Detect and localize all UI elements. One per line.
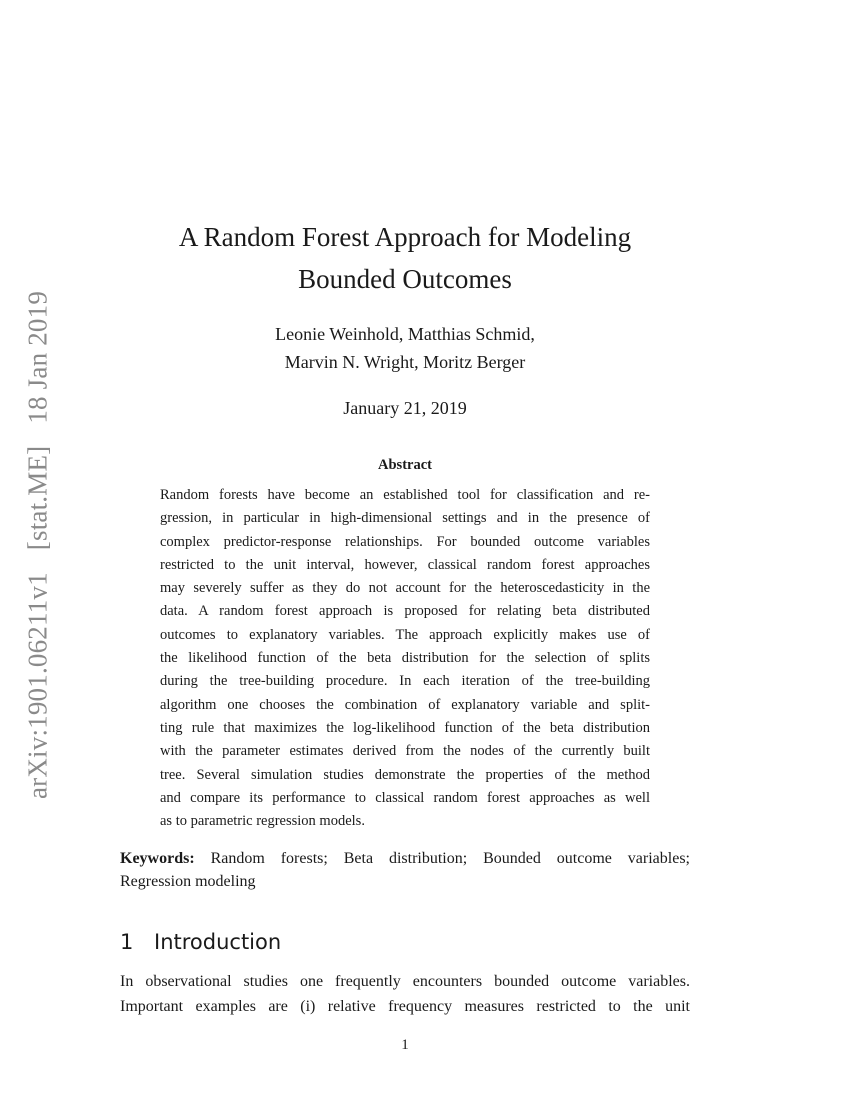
abstract-line: Random forests have become an established tool for classification and re- — [160, 487, 650, 503]
author-line: Leonie Weinhold, Matthias Schmid, — [275, 324, 535, 344]
keywords-block — [120, 847, 690, 893]
body-line: Important examples are (i) relative frequency measures restricted to the unit — [120, 998, 690, 1015]
paper-title — [120, 216, 690, 300]
abstract-line: tree. Several simulation studies demonstrate the properties of the method — [160, 766, 650, 783]
keywords-line: Regression modeling — [120, 873, 256, 890]
abstract-line: may severely suffer as they do not account for the heteroscedasticity in the — [160, 580, 650, 597]
author-list — [120, 320, 690, 376]
page-number: 1 — [401, 1037, 409, 1053]
arxiv-id: arXiv:1901.06211v1 — [22, 572, 53, 800]
keywords-text: Random forests; Beta distribution; Bounded outcome variables; — [210, 850, 690, 867]
author-line: Marvin N. Wright, Moritz Berger — [284, 352, 526, 372]
abstract-line: as to parametric regression models. — [160, 813, 365, 830]
abstract-line: the likelihood function of the beta distribution for the selection of splits — [160, 650, 650, 667]
arxiv-date: 18 Jan 2019 — [22, 290, 53, 424]
title-line: A Random Forest Approach for Modeling — [178, 222, 632, 252]
keywords-line — [120, 847, 690, 870]
abstract-line: restricted to the unit interval, however, classical random forest approaches — [160, 556, 650, 573]
abstract-line: during the tree-building procedure. In each iteration of the tree-building — [160, 673, 650, 690]
abstract-line: data. A random forest approach is proposed for relating beta distributed — [160, 603, 650, 620]
section-number: 1 — [120, 930, 134, 954]
abstract-line: gression, in particular in high-dimensional settings and in the presence of — [160, 510, 650, 527]
arxiv-category: [stat.ME] — [22, 445, 53, 551]
abstract-heading: Abstract — [378, 457, 432, 473]
keywords-label: Keywords: — [120, 850, 195, 867]
section-heading — [120, 928, 281, 956]
abstract-line: and compare its performance to classical random forest approaches as well — [160, 789, 650, 806]
abstract-line: outcomes to explanatory variables. The approach explicitly makes use of — [160, 626, 650, 643]
abstract-line: algorithm one chooses the combination of explanatory variable and split- — [160, 696, 650, 713]
section-title: Introduction — [154, 930, 282, 954]
body-line: In observational studies one frequently encounters bounded outcome variables. — [120, 973, 690, 990]
abstract-line: with the parameter estimates derived from the nodes of the currently built — [160, 743, 650, 760]
title-line: Bounded Outcomes — [298, 264, 512, 294]
abstract-line: ting rule that maximizes the log-likelihood function of the beta distribution — [160, 719, 650, 736]
arxiv-identifier-stamp — [23, 291, 54, 799]
abstract-line: complex predictor-response relationships. For bounded outcome variables — [160, 533, 650, 550]
paper-date: January 21, 2019 — [343, 398, 467, 418]
abstract-body — [160, 484, 650, 833]
introduction-body — [120, 969, 690, 1019]
